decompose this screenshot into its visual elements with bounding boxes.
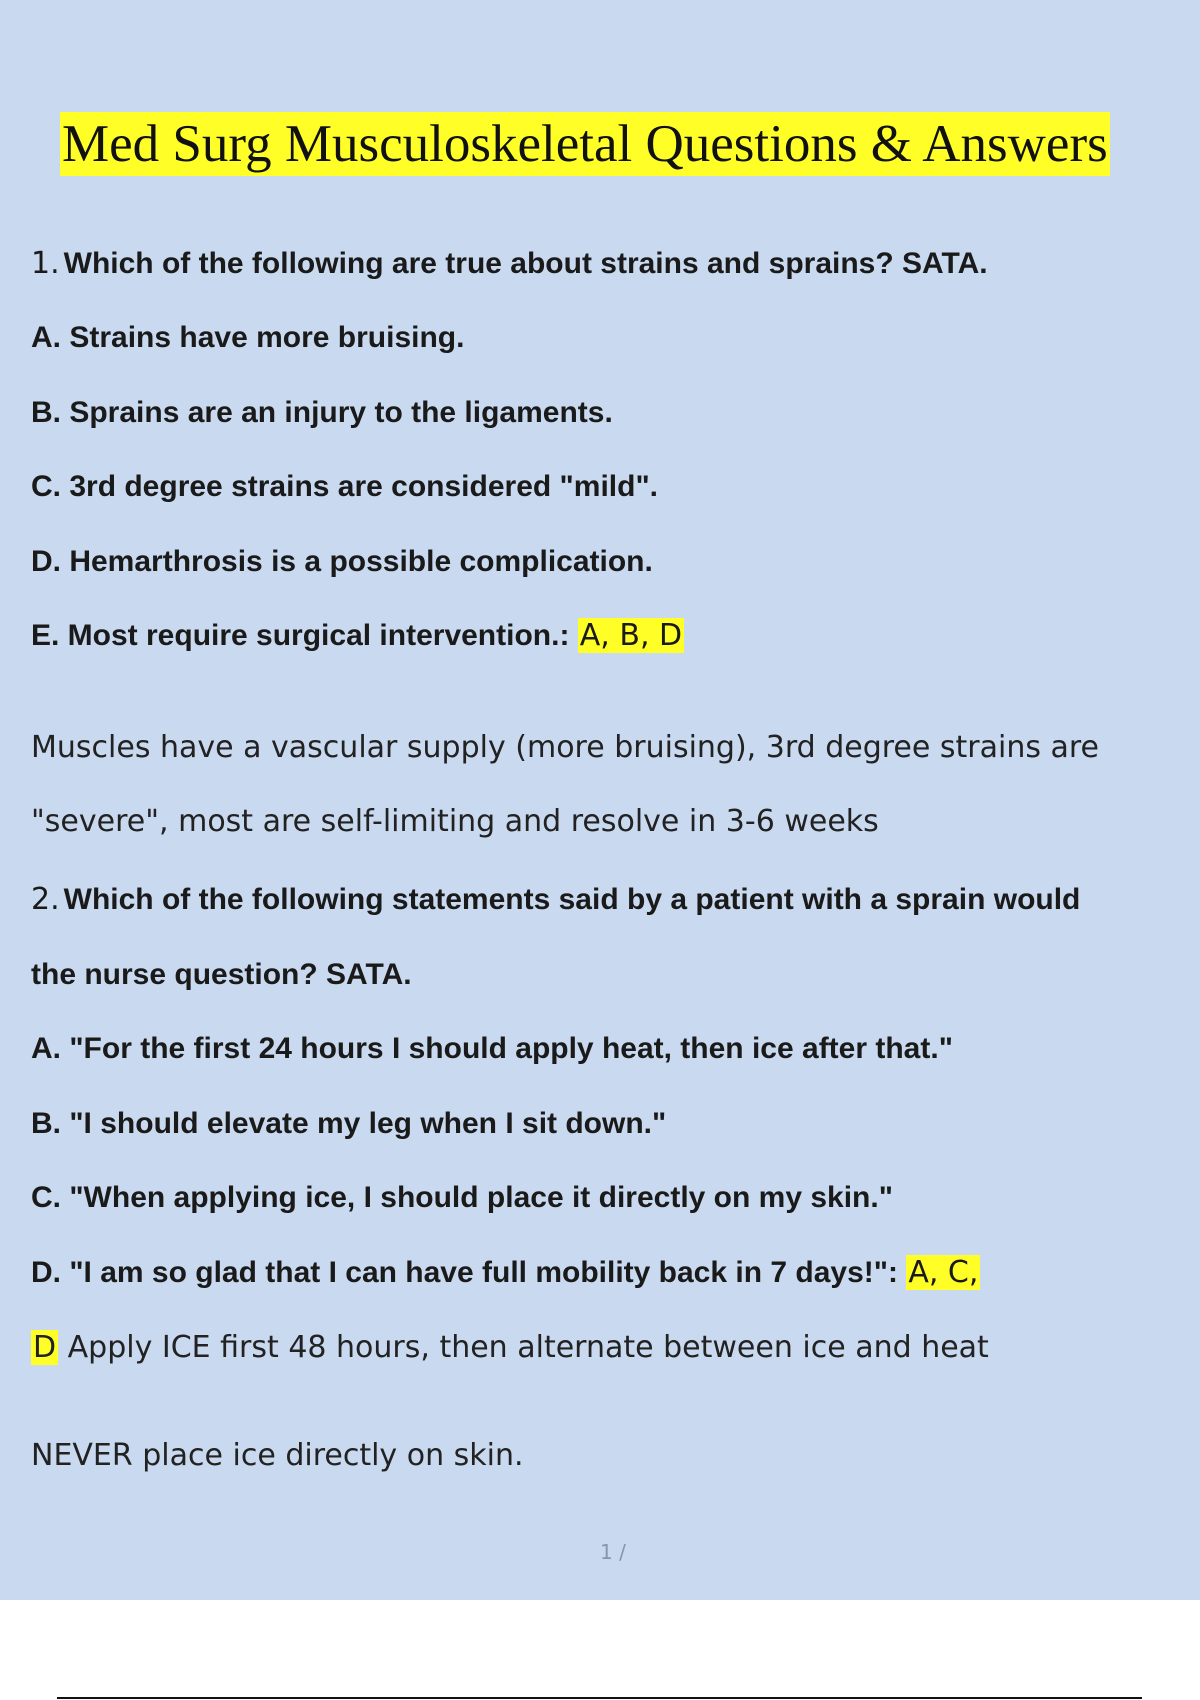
question-2-number: 2.: [31, 882, 60, 917]
question-1-option-a: A. Strains have more bruising.: [31, 321, 465, 354]
question-2-option-b: B. "I should elevate my leg when I sit down.": [31, 1107, 667, 1140]
question-1-rationale-line-2: "severe", most are self-limiting and resolve in 3-6 weeks: [31, 804, 879, 839]
question-1-option-b: B. Sprains are an injury to the ligaments.: [31, 396, 613, 429]
question-1-option-c: C. 3rd degree strains are considered "mild".: [31, 470, 658, 503]
question-2-text-1: Which of the following statements said by a patient with a sprain would: [63, 883, 1081, 916]
question-1-number: 1.: [31, 246, 60, 281]
question-1-text: Which of the following are true about strains and sprains? SATA.: [63, 247, 988, 280]
question-2-stem-line-2: the nurse question? SATA.: [31, 958, 412, 991]
question-2-option-d: [31, 1253, 980, 1293]
question-1-option-d: D. Hemarthrosis is a possible complication.: [31, 545, 653, 578]
question-1-answer: A, B, D: [579, 618, 683, 653]
question-2-option-d-text: D. "I am so glad that I can have full mobility back in 7 days!":: [31, 1256, 898, 1289]
question-2-answer-continuation: [31, 1328, 989, 1368]
question-2-rationale-note: NEVER place ice directly on skin.: [31, 1438, 524, 1473]
question-2-answer-part-2: D: [33, 1330, 57, 1365]
question-2-rationale-inline: Apply ICE first 48 hours, then alternate between ice and heat: [58, 1330, 989, 1365]
page-title: Med Surg Musculoskeletal Questions & Answers: [60, 112, 1110, 176]
question-2-option-a: A. "For the first 24 hours I should apply heat, then ice after that.": [31, 1032, 953, 1065]
footer-rule: [57, 1697, 1142, 1699]
question-1-stem: [31, 244, 988, 284]
question-1-rationale-line-1: Muscles have a vascular supply (more bruising), 3rd degree strains are: [31, 730, 1100, 765]
page-number: 1 /: [600, 1540, 626, 1564]
question-2-stem-line-1: [31, 880, 1080, 920]
question-2-answer-part-1: A, C,: [908, 1255, 979, 1290]
question-1-option-e-text: E. Most require surgical intervention.:: [31, 619, 570, 652]
question-1-option-e: [31, 616, 684, 656]
question-2-option-c: C. "When applying ice, I should place it directly on my skin.": [31, 1181, 893, 1214]
